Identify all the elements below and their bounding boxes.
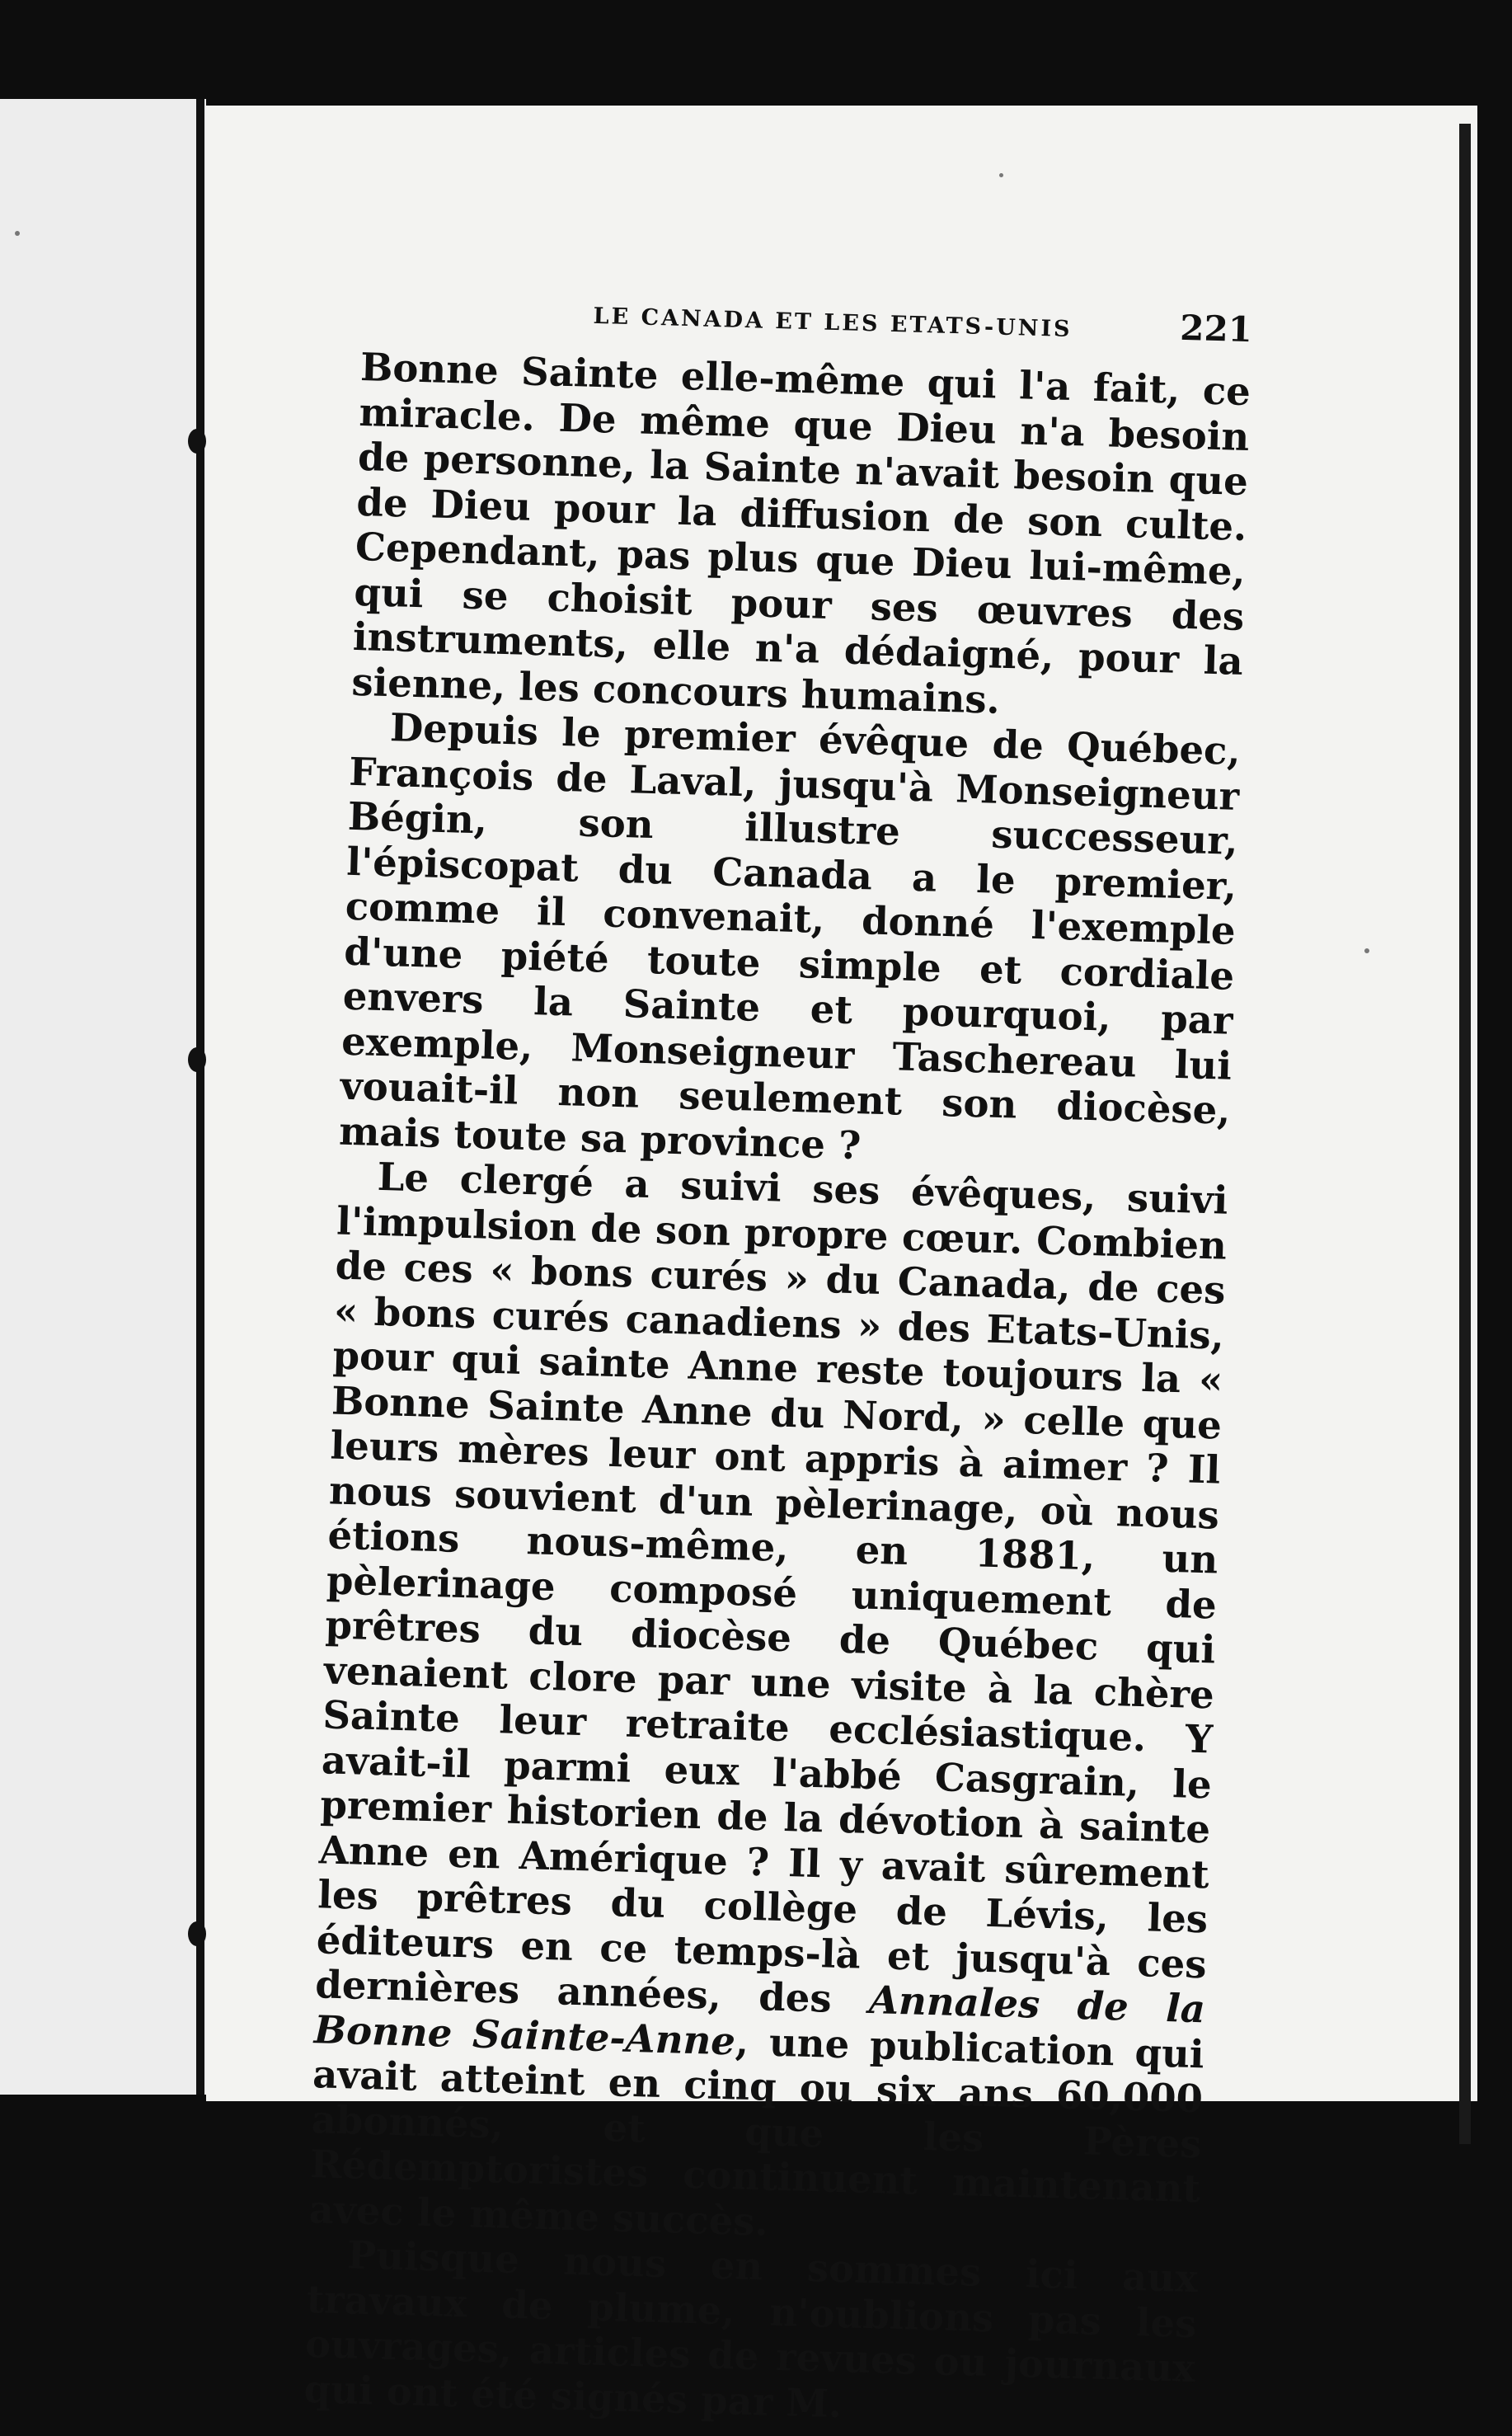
paragraph-text: Le clergé a suivi ses évêques, suivi l'impulsion de son propre cœur. Combien de ces « bons curés » du Canada, de ces « bons curés canadiens » des Etats-Unis, pour qui sainte Anne reste toujours la « Bonne Sainte Anne du Nord, » celle que leurs mères leur ont appris à aimer ? Il nous souvient d'un pèlerinage, où nous étions nous-même, en 1881, un pèlerinage composé uniquement de prêtres du diocèse de Québec qui venaient clore par une visite à la chère Sainte leur retraite ecclésiastique. Y avait-il parmi eux l'abbé Casgrain, le premier historien de la dévotion à sainte Anne en Amérique ? Il y avait sûrement les prêtres du collège de Lévis, les éditeurs en ce temps-là et jusqu'à ces dernières années, des [314,1153,1229,2021]
paragraph: Puisque nous en sommes ici aux travaux de plume, n'oublions pas les ouvrages, articles de revues ou journaux qui ont été signés par M. [303,2231,1199,2426]
running-title: LE CANADA ET LES ETATS-UNIS [593,303,1073,343]
speck [15,231,20,236]
publication-title: Annales de la Bonne Sainte-Anne [313,1976,1206,2063]
facing-page [0,99,206,2095]
binding-clip [188,429,206,454]
book-gutter [196,99,204,2095]
paragraph-text: , une publication qui avait atteint en cinq ou six ans 60,000 abonnés, et que les Pères Rédemptoristes continuent maintenant avec le même succès. [308,2017,1205,2245]
binding-clip [188,1047,206,1072]
binding-clip [188,1921,206,1946]
paragraph: Depuis le premier évêque de Québec, François de Laval, jusqu'à Monseigneur Bégin, son illustre successeur, l'épiscopat du Canada a le premier, comme il convenait, donné l'exemple d'une piété toute simple et cordiale envers la Sainte et pourquoi, par exemple, Monseigneur Taschereau lui vouait-il non seulement son diocèse, mais toute sa province ? [338,704,1242,1168]
page-number: 221 [1179,307,1253,350]
paragraph: Bonne Sainte elle-même qui l'a fait, ce miracle. De même que Dieu n'a besoin de personne, la Sainte n'avait besoin que de Dieu pour la diffusion de son culte. Cependant, pas plus que Dieu lui-même, qui se choisit pour ses œuvres des instruments, elle n'a dédaigné, pour la sienne, les concours humains. [350,343,1251,722]
speck [999,173,1003,177]
page-edge-shadow [1459,124,1471,2144]
speck [1364,948,1369,953]
page-content [303,285,1253,2436]
paragraph [308,1154,1228,2257]
